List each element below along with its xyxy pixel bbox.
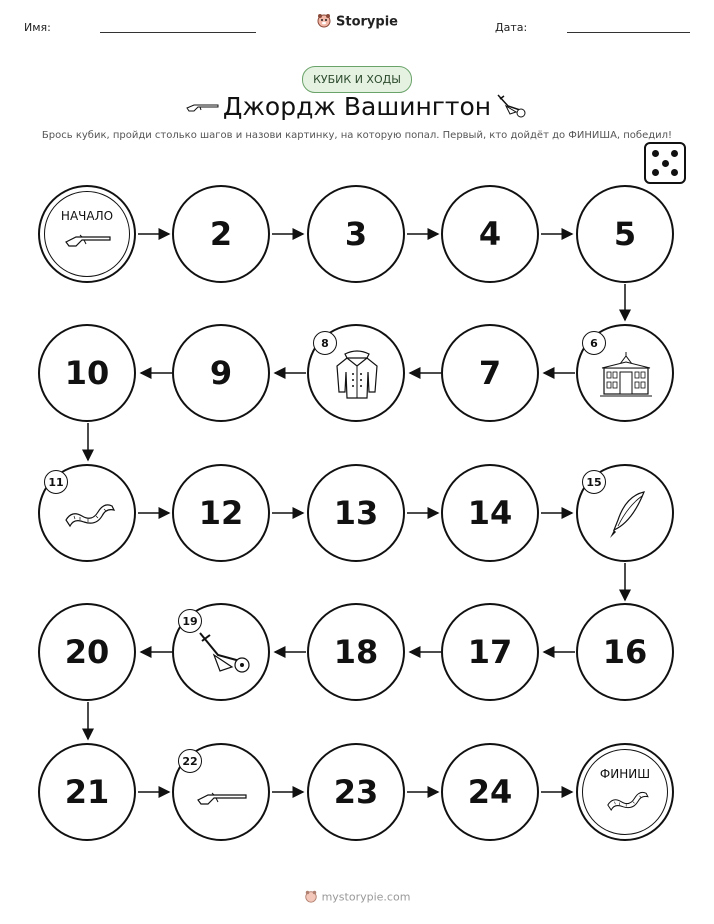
cell-number: 2 [209,215,233,253]
cell-number: 21 [64,773,110,811]
coat-icon [333,348,381,404]
cell-number: 20 [64,633,110,671]
cell-number: 9 [209,354,233,392]
cell-number: 14 [467,494,513,532]
cell-number: 18 [333,633,379,671]
instructions: Брось кубик, пройди столько шагов и назови картинку, на которую попал. Первый, кто дойдёт до ФИНИША, победил! [41,130,673,141]
cell-number: 16 [602,633,648,671]
board-cell [307,603,405,701]
board-cell [172,464,270,562]
board-cell [441,464,539,562]
start-cell [38,185,136,283]
board-cell [38,324,136,422]
building-icon [600,352,652,402]
activity-tag: КУБИК И ХОДЫ [302,66,412,93]
cell-number: 7 [478,354,502,392]
cell-number: 12 [198,494,244,532]
board-cell [576,185,674,283]
cell-number: 24 [467,773,513,811]
board-cell [441,743,539,841]
cell-number: 13 [333,494,379,532]
date-label: Дата: [495,21,528,34]
board-cell [172,324,270,422]
cell-number: 5 [613,215,637,253]
cell-number-badge: 15 [582,470,606,494]
cell-number: 17 [467,633,513,671]
footer [0,889,714,906]
page-title: Джордж Вашингтон [222,92,492,121]
cell-number: 23 [333,773,379,811]
board-cell [38,743,136,841]
measuring-tape-icon [604,785,650,819]
cell-number: 10 [64,354,110,392]
measuring-tape-icon [62,496,116,536]
quill-icon [606,490,648,544]
finish-cell [576,743,674,841]
board-cell [576,603,674,701]
board-cell [441,603,539,701]
board-cell [307,185,405,283]
board-cell [307,464,405,562]
board-cell [172,185,270,283]
name-label: Имя: [24,21,51,34]
start-label: НАЧАЛО [60,209,114,223]
cell-number-badge: 11 [44,470,68,494]
brand-name: Storypie [336,14,398,30]
board-cell [441,324,539,422]
cell-number: 3 [344,215,368,253]
board-cell [307,743,405,841]
cell-number-badge: 8 [313,331,337,355]
board-cell [441,185,539,283]
cell-number: 4 [478,215,502,253]
cell-number-badge: 19 [178,609,202,633]
storypie-logo-icon [304,889,318,906]
board-cell [38,603,136,701]
plow-icon [194,629,252,683]
musket-icon [64,227,114,253]
cell-number-badge: 6 [582,331,606,355]
finish-label: ФИНИШ [599,767,651,781]
cell-number-badge: 22 [178,749,202,773]
footer-url: mystorypie.com [321,890,411,904]
musket-icon [196,785,250,811]
